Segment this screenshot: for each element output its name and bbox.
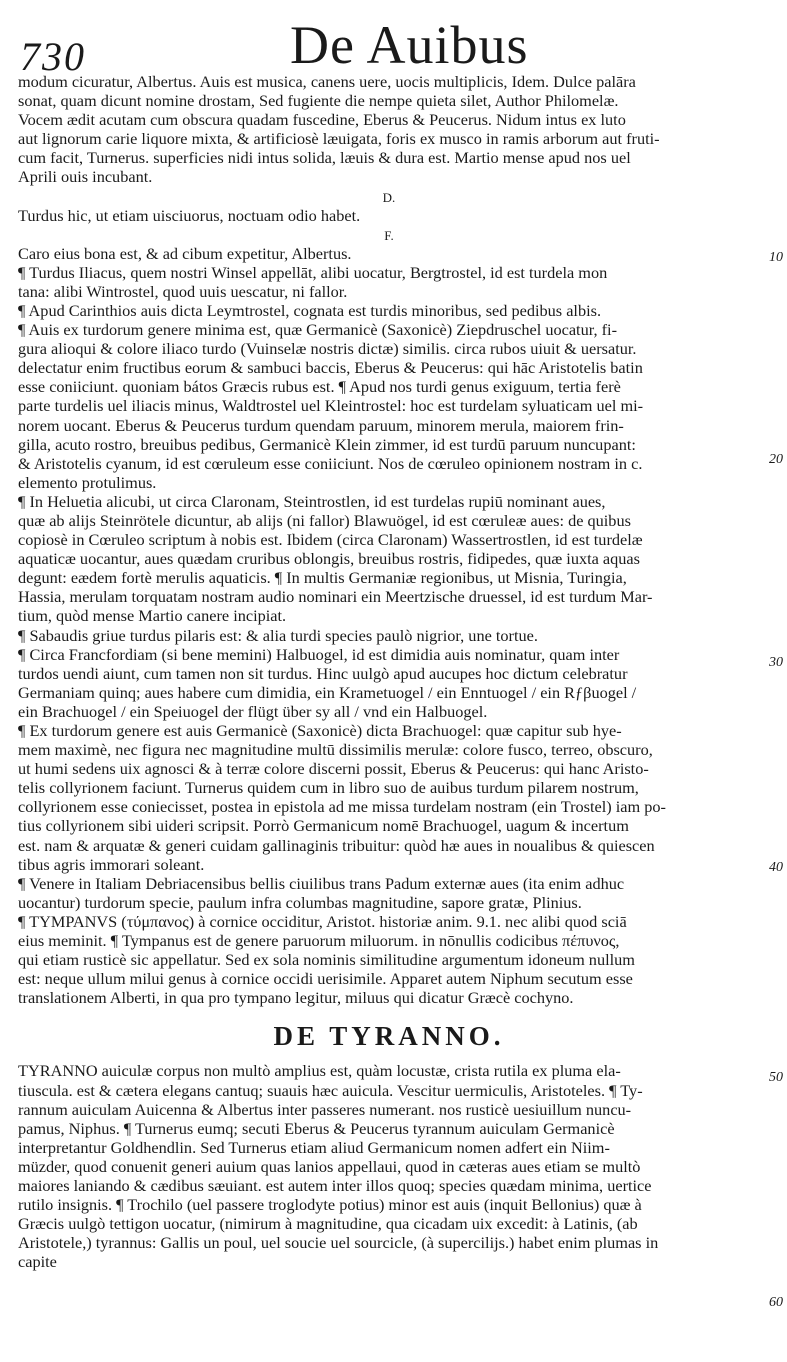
text-line: Aristotele,) tyrannus: Gallis un poul, uel soucie uel sourcicle, (à supercilijs.) habet enim plumas in xyxy=(18,1233,659,1253)
text-line: qui etiam rusticè sic appellatur. Sed ex sola nominis similitudine argumentum idoneum nullum xyxy=(18,950,635,970)
text-line: quæ ab alijs Steinrötele dicuntur, ab alijs (ni fallor) Blawuögel, id est cœruleæ aues: de quibus xyxy=(18,510,631,530)
text-line: Caro eius bona est, & ad cibum expetitur, Albertus. xyxy=(18,243,352,263)
text-line: est: neque ullum milui genus à cornice occidi uerisimile. Apparet autem Niphum secutum esse xyxy=(18,969,633,989)
page-header xyxy=(0,0,787,82)
text-line: sonat, quam dicunt nomine drostam, Sed fugiente die nempe quieta silet, Author Philomelæ. xyxy=(18,91,619,111)
text-line: ut humi sedens uix agnosci & à terræ colore discerni possit, Eberus & Peucerus: qui hanc Aristo- xyxy=(18,759,649,779)
running-title: De Auibus xyxy=(290,15,529,75)
text-line: tium, quòd mense Martio canere incipiat. xyxy=(18,606,287,626)
text-line: translationem Alberti, in qua pro tympano legitur, miluus qui dicatur Græcè cochyno. xyxy=(18,988,574,1008)
margin-line-number: 20 xyxy=(769,452,783,467)
text-line: modum cicuratur, Albertus. Auis est musica, canens uere, uocis multiplicis, Idem. Dulce palāra xyxy=(18,72,636,91)
text-line: ¶ Circa Francfordiam (si bene memini) Halbuogel, id est dimidia auis nominatur, quam inter xyxy=(18,644,620,664)
text-line: tana: alibi Wintrostel, quod uuis uescatur, ni fallor. xyxy=(18,281,348,301)
text-line: delectatur enim fructibus eorum & sambuci baccis, Eberus & Peucerus: qui hāc Aristotelis batin xyxy=(18,358,643,378)
text-line: maiores laniando & cædibus sæuiant. est autem inter illos quoq; species quædam minima, uertice xyxy=(18,1175,652,1195)
text-line: est. nam & arquatæ & generi cuidam gallinaginis tribuitur: quòd hæ aues in noualibus & quiescen xyxy=(18,835,655,855)
text-line: Græcis uulgò tettigon uocatur, (nimirum à magnitudine, qua cicadam uix excedit: à Latinis, (ab xyxy=(18,1214,638,1234)
text-line: elemento protulimus. xyxy=(18,472,157,492)
margin-line-number: 60 xyxy=(769,1295,783,1310)
margin-line-number: 50 xyxy=(769,1070,783,1085)
text-line: capite xyxy=(18,1252,57,1272)
margin-line-number: 10 xyxy=(769,250,783,265)
section-letter: F. xyxy=(384,227,394,243)
text-line: Vocem ædit acutam cum obscura quadam fuscedine, Eberus & Peucerus. Nidum intus ex luto xyxy=(18,110,626,130)
text-line: parte turdelis uel iliacis minus, Waldtrostel uel Kleintrostel: hoc est turdelam syluaticam uel mi- xyxy=(18,396,644,416)
text-line: müzder, quod conuenit generi auium quas lanios appellaui, quod in cæteras aues etiam se multò xyxy=(18,1156,641,1176)
text-line: ¶ In Heluetia alicubi, ut circa Claronam, Steintrostlen, id est turdelas rupiū nominant aues, xyxy=(18,491,606,511)
text-line: Aprili ouis incubant. xyxy=(18,167,153,187)
text-line: ¶ TYMPANVS (τύμπανος) à cornice occiditur, Aristot. historiæ anim. 9.1. nec alibi quod sciā xyxy=(18,911,627,931)
text-line: esse coniiciunt. quoniam bátos Græcis rubus est. ¶ Apud nos turdi genus exiguum, tertia ferè xyxy=(18,377,621,397)
text-line: interpretantur Goldhendlin. Sed Turnerus etiam aliud Germanicum nomen adfert ein Niim- xyxy=(18,1137,610,1157)
text-line: aquaticæ uocantur, aues quædam cruribus oblongis, breuibus rostris, fidipedes, quæ iuxta aquas xyxy=(18,549,640,569)
text-line: turdos uendi aiunt, cum tamen non sit turdus. Hinc uulgò apud aucupes hoc dictum celebratur xyxy=(18,663,628,683)
text-line: cum facit, Turnerus. superficies nidi intus solida, læuis & dura est. Martio mense apud nos uel xyxy=(18,148,631,168)
text-line: ¶ Sabaudis griue turdus pilaris est: & alia turdi species paulò nigrior, une tortue. xyxy=(18,625,538,645)
text-line: collyrionem esse coniecisset, postea in epistola ad me missa turdelam nostram (ein Trostel) iam po- xyxy=(18,797,666,817)
text-line: Hassia, merulam torquatam nostram audio nominari ein Meertzische druessel, id est turdum Mar- xyxy=(18,587,653,607)
text-line: tiuscula. est & cætera elegans cantuq; suauis hæc auicula. Vescitur uermiculis, Aristoteles. ¶ Ty- xyxy=(18,1080,643,1100)
body-text xyxy=(18,72,760,1271)
text-line: ¶ Venere in Italiam Debriacensibus bellis ciuilibus trans Padum externæ aues (ita enim adhuc xyxy=(18,873,625,893)
text-line: degunt: eædem fortè merulis aquaticis. ¶ In multis Germaniæ regionibus, ut Misnia, Turingia, xyxy=(18,568,627,588)
page-number: 730 xyxy=(20,34,86,79)
text-line: rutilo insignis. ¶ Trochilo (uel passere troglodyte potius) minor est auis (inquit Bellonius) quæ à xyxy=(18,1195,642,1215)
text-line: aut lignorum carie liquore mixta, & artificiosè læuigata, foris ex musco in ramis arborum aut fruti- xyxy=(18,129,660,149)
margin-line-number: 40 xyxy=(769,860,783,875)
text-line: Turdus hic, ut etiam uisciuorus, noctuam odio habet. xyxy=(18,205,361,225)
text-line: Germaniam quinq; aues habere cum dimidia, ein Krametuogel / ein Enntuogel / ein Rƒβuogel / xyxy=(18,682,637,702)
text-line: TYRANNO auiculæ corpus non multò amplius est, quàm locustæ, crista rutila ex pluma ela- xyxy=(18,1061,621,1081)
text-line: ¶ Turdus Iliacus, quem nostri Winsel appellāt, alibi uocatur, Bergtrostel, id est turdela mon xyxy=(18,262,608,282)
text-line: & Aristotelis cyanum, id est cœruleum esse coniiciunt. Nos de cœruleo opinionem nostram in c. xyxy=(18,453,643,473)
text-line: tibus agris immorari soleant. xyxy=(18,854,205,874)
text-line: mem maximè, nec figura nec magnitudine multū dissimilis merulæ: colore fusco, terreo, obscuro, xyxy=(18,740,653,760)
text-line: uocantur) turdorum specie, paulum infra columbas magnitudine, sapore gratæ, Plinius. xyxy=(18,892,582,912)
text-line: ¶ Auis ex turdorum genere minima est, quæ Germanicè (Saxonicè) Ziepdruschel uocatur, fi- xyxy=(18,320,617,340)
text-line: ¶ Ex turdorum genere est auis Germanicè (Saxonicè) dicta Brachuogel: quæ capitur sub hye- xyxy=(18,721,622,740)
text-line: tius collyrionem sibi uideri scripsit. Porrò Germanicum nomē Brachuogel, uagum & incertum xyxy=(18,816,629,836)
text-line: pamus, Niphus. ¶ Turnerus eumq; secuti Eberus & Peucerus tyrannum auiculam Germanicè xyxy=(18,1118,615,1138)
text-line: gura alioqui & colore iliaco turdo (Vuinselæ nostris dictæ) similis. circa rubos uiuit & uersatur. xyxy=(18,339,637,359)
margin-line-number: 30 xyxy=(769,655,783,670)
section-heading: DE TYRANNO. xyxy=(273,1021,505,1052)
text-line: ¶ Apud Carinthios auis dicta Leymtrostel, cognata est turdis minoribus, sed pedibus albis. xyxy=(18,300,602,320)
text-line: eius meminit. ¶ Tympanus est de genere paruorum miluorum. in nōnullis codicibus πέπυνος, xyxy=(18,931,620,951)
text-line: gilla, acuto rostro, breuibus pedibus, Germanicè Klein zimmer, id est turdū paruum nuncupant: xyxy=(18,434,636,454)
section-letter: D. xyxy=(382,189,396,205)
text-line: ein Brachuogel / ein Speiuogel der flügt über sy all / vnd ein Halbuogel. xyxy=(18,701,488,721)
text-line: norem uocant. Eberus & Peucerus turdum quendam paruum, minorem merula, maiorem frin- xyxy=(18,415,624,435)
text-line: telis collyrionem faciunt. Turnerus quidem cum in libro suo de auibus turdum pilarem nostrum, xyxy=(18,778,639,798)
text-line: copiosè in Cœruleo scriptum à nobis est. Ibidem (circa Claronam) Wassertrostlen, id est turdelæ xyxy=(18,530,643,550)
text-line: rannum auiculam Auicenna & Albertus inter passeres numerant. nos rusticè uesiuillum nuncu- xyxy=(18,1099,632,1119)
